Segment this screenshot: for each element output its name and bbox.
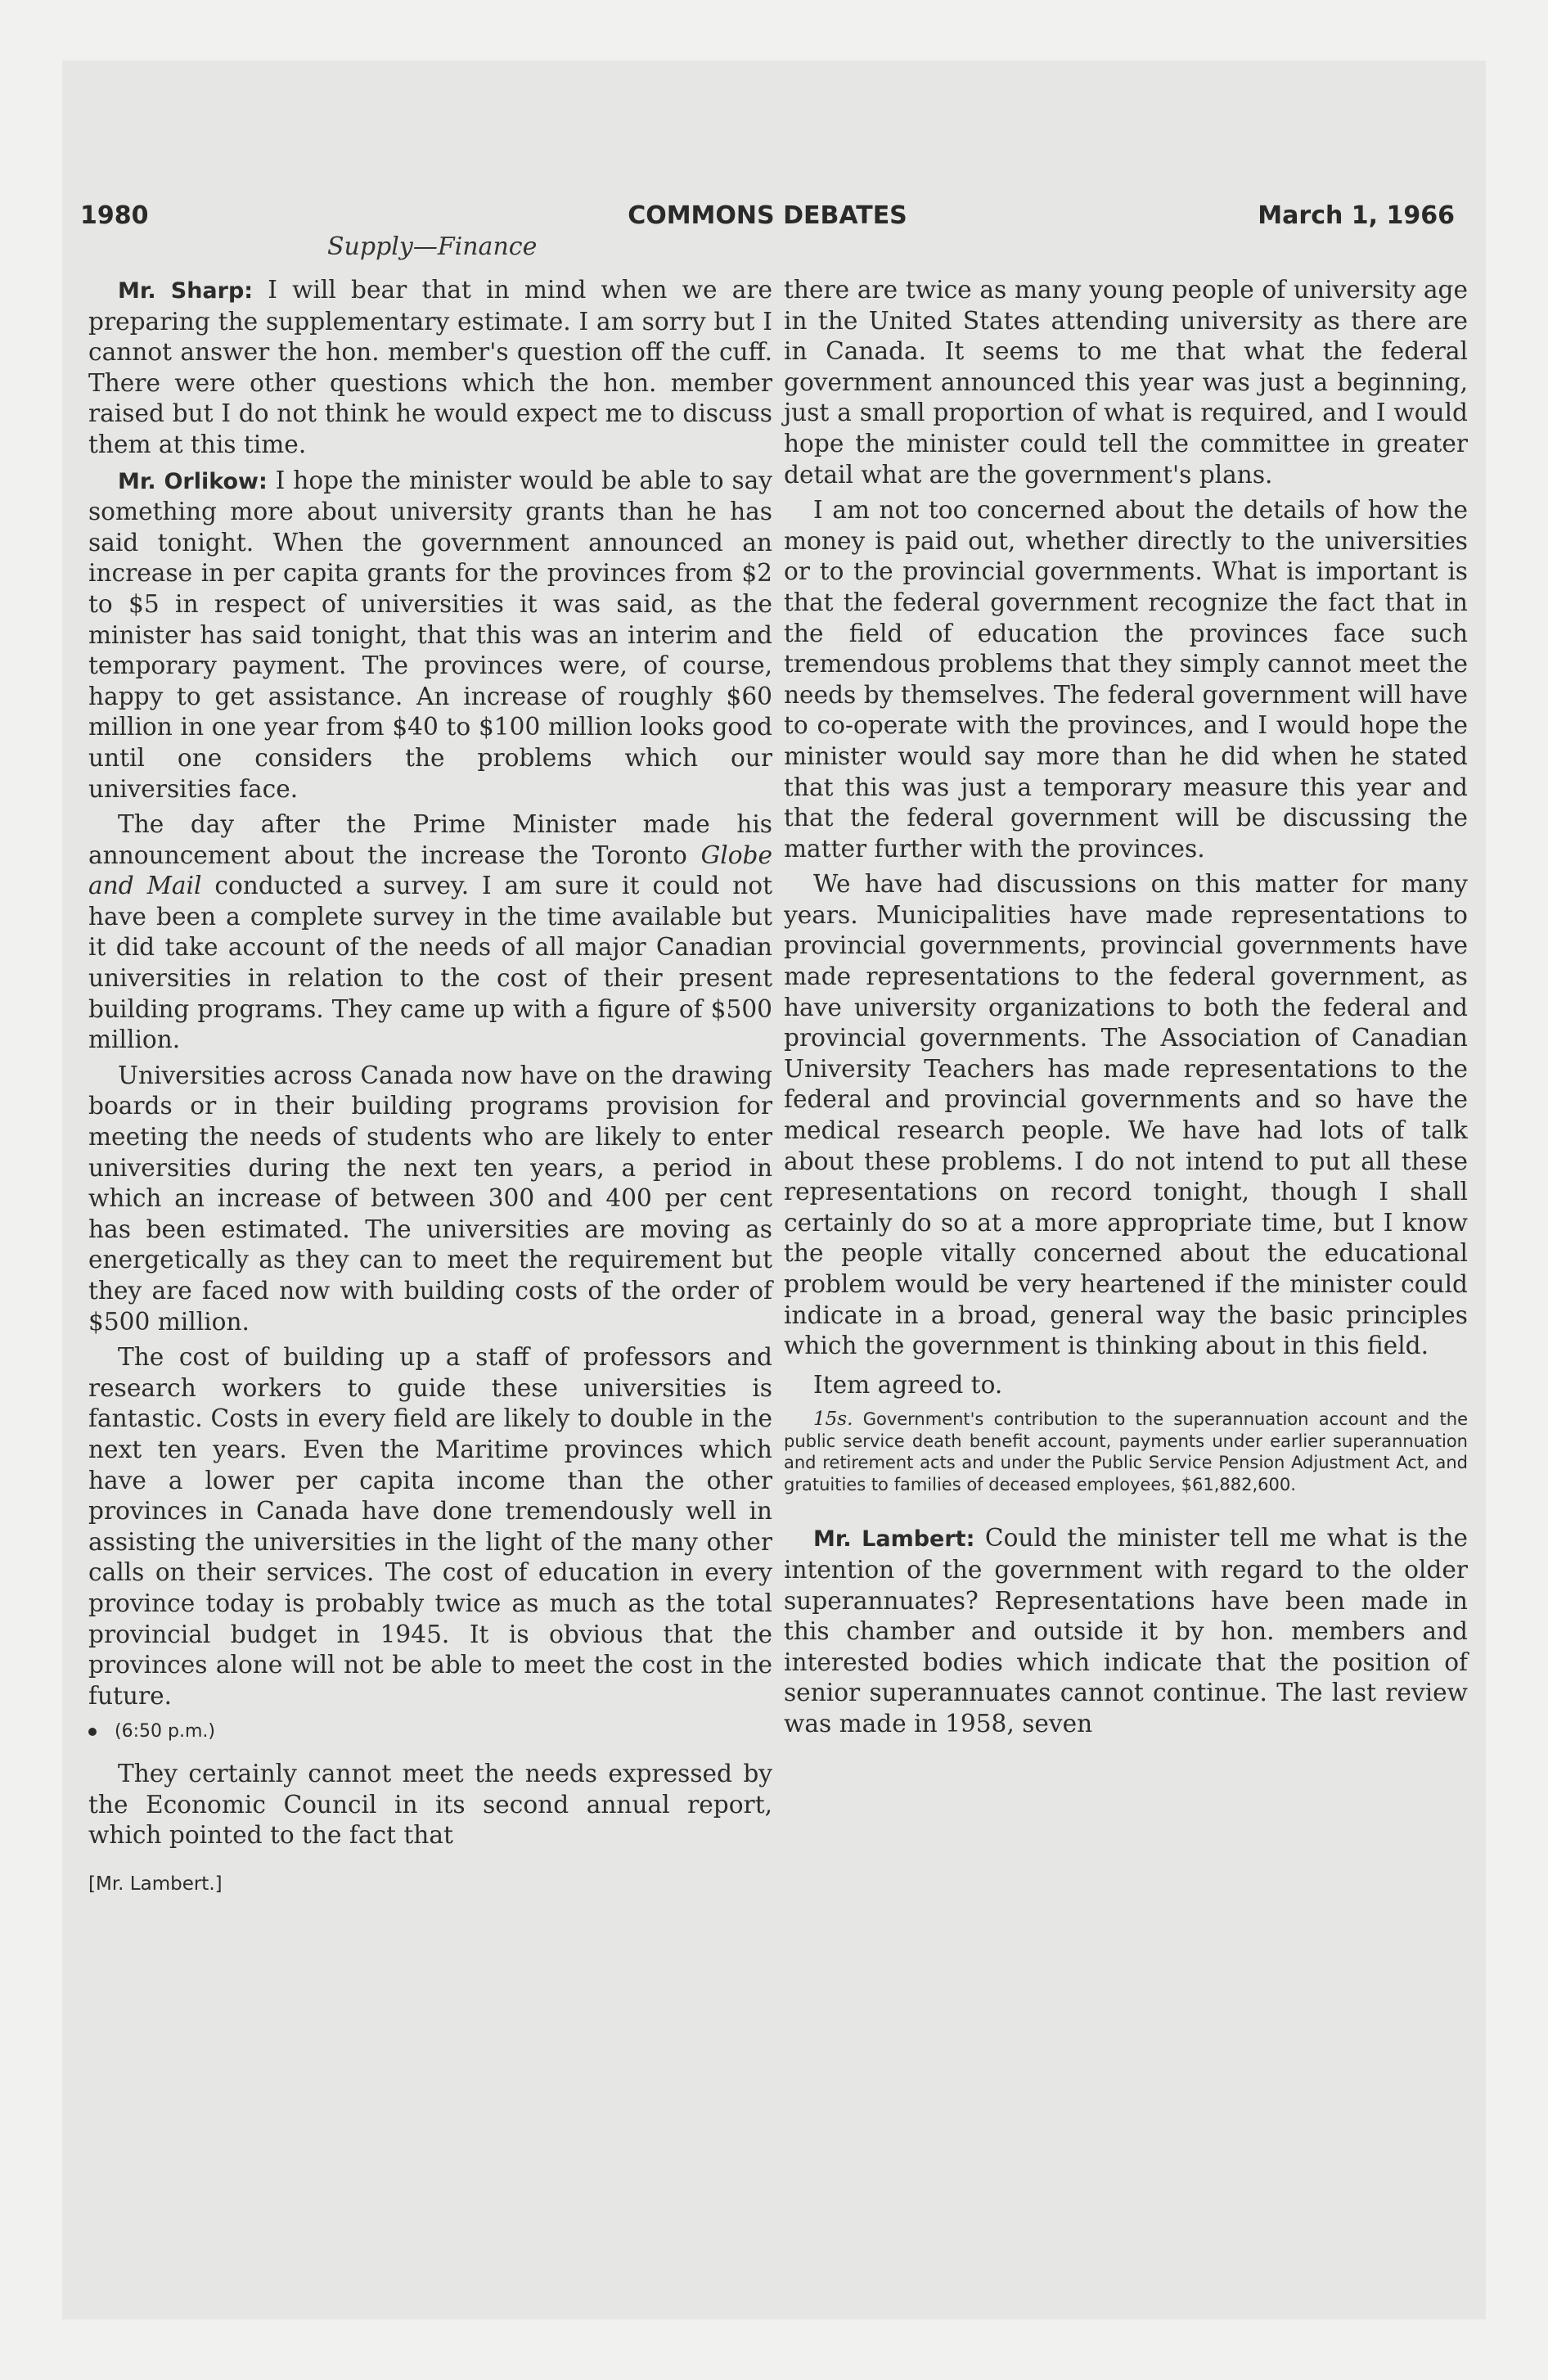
- issue-date: March 1, 1966: [1258, 201, 1455, 230]
- section-subhead: Supply—Finance: [327, 232, 538, 261]
- paragraph: I am not too concerned about the details of how the money is paid out, whether directly to the universities or to the provincial governments. What is important is that the federal government recognize the fact that in the field of education the provinces face such tremendous problems that they simply cannot meet the needs by themselves. The federal government will have to co-operate with the provinces, and I would hope the minister would say more than he did when he stated that this was just a temporary measure this year and that the federal government will be discussing the matter further with the provinces.: [784, 496, 1468, 863]
- paragraph: [784, 1523, 1468, 1739]
- estimate-item: [784, 1409, 1468, 1495]
- paragraph: [88, 809, 772, 1056]
- speaker-name: Mr. Orlikow:: [118, 468, 268, 494]
- publication-title: COMMONS DEBATES: [628, 201, 907, 230]
- paragraph: Universities across Canada now have on the drawing boards or in their building programs provision for meeting the needs of students who are likely to enter universities during the next ten years, a period in which an increase of between 300 and 400 per cent has been estimated. The universities are moving as energetically as they can to meet the requirement but they are faced now with building costs of the order of $500 million.: [88, 1061, 772, 1336]
- page-number: 1980: [80, 201, 149, 230]
- item-text: Government's contribution to the superannuation account and the public service death benefit account, payments under earlier superannuation and retirement acts and under the Public Service Pension Adjustment Act, and gratuities to families of deceased employees, $61,882,600.: [784, 1409, 1468, 1494]
- newspaper-title: Globe and Mail: [88, 841, 772, 900]
- right-column: [784, 275, 1468, 1745]
- speaker-name: Mr. Lambert:: [813, 1526, 975, 1553]
- paragraph: They certainly cannot meet the needs expressed by the Economic Council in its second annual report, which pointed to the fact that: [88, 1759, 772, 1850]
- time-marker-text: (6:50 p.m.): [115, 1721, 215, 1742]
- paragraph-text: conducted a survey. I am sure it could not have been a complete survey in the time available but it did take account of the needs of all major Canadian universities in relation to the cost of their present building programs. They came up with a figure of $500 million.: [88, 872, 773, 1054]
- paragraph-text: I hope the minister would be able to say something more about university grants than he has said tonight. When the government announced an increase in per capita grants for the provinces from $2 to $5 in respect of universities it was said, as the minister has said tonight, that this was an interim and temporary payment. The provinces were, of course, happy to get assistance. An increase of roughly $60 million in one year from $40 to $100 million looks good until one considers the problems which our universities face.: [88, 466, 772, 803]
- paragraph: there are twice as many young people of university age in the United States attending university as there are in Canada. It seems to me that what the federal government announced this year was just a beginning, just a small proportion of what is required, and I would hope the minister could tell the committee in greater detail what are the government's plans.: [784, 276, 1468, 489]
- paragraph: We have had discussions on this matter for many years. Municipalities have made representations to provincial governments, provincial governments have made representations to the federal government, as have university organizations to both the federal and provincial governments. The Association of Canadian University Teachers has made representations to the federal and provincial governments and so have the medical research people. We have had lots of talk about these problems. I do not intend to put all these representations on record tonight, though I shall certainly do so at a more appropriate time, but I know the people vitally concerned about the educational problem would be very heartened if the minister could indicate in a broad, general way the basic principles which the government is thinking about in this field.: [784, 870, 1468, 1360]
- item-agreed: Item agreed to.: [813, 1370, 1003, 1399]
- speaker-name: Mr. Sharp:: [118, 278, 254, 304]
- paragraph: [88, 466, 772, 805]
- paragraph-text: Could the minister tell me what is the intention of the government with regard to the older superannuates? Representations have been made in this chamber and outside it by hon. members and interested bodies which indicate that the position of senior superannuates cannot continue. The last review was made in 1958, seven: [784, 1524, 1468, 1738]
- paragraph: [88, 275, 772, 461]
- page-header: [80, 201, 1455, 234]
- speaker-footer: [Mr. Lambert.]: [88, 1873, 223, 1895]
- bullet-dot-icon: [88, 1728, 97, 1736]
- left-column: [88, 275, 772, 1904]
- time-marker: [88, 1716, 772, 1747]
- paragraph: The cost of building up a staff of professors and research workers to guide these universities is fantastic. Costs in every field are likely to double in the next ten years. Even the Maritime provinces which have a lower per capita income than the other provinces in Canada have done tremendously well in assisting the universities in the light of the many other calls on their services. The cost of education in every province today is probably twice as much as the total provincial budget in 1945. It is obvious that the provinces alone will not be able to meet the cost in the future.: [88, 1343, 772, 1710]
- paragraph-text: I will bear that in mind when we are preparing the supplementary estimate. I am sorry but I cannot answer the hon. member's question off the cuff. There were other questions which the hon. member raised but I do not think he would expect me to discuss them at this time.: [88, 276, 772, 458]
- paragraph-text: The day after the Prime Minister made his announcement about the increase the Toronto: [88, 810, 772, 869]
- item-number: 15s.: [813, 1409, 853, 1431]
